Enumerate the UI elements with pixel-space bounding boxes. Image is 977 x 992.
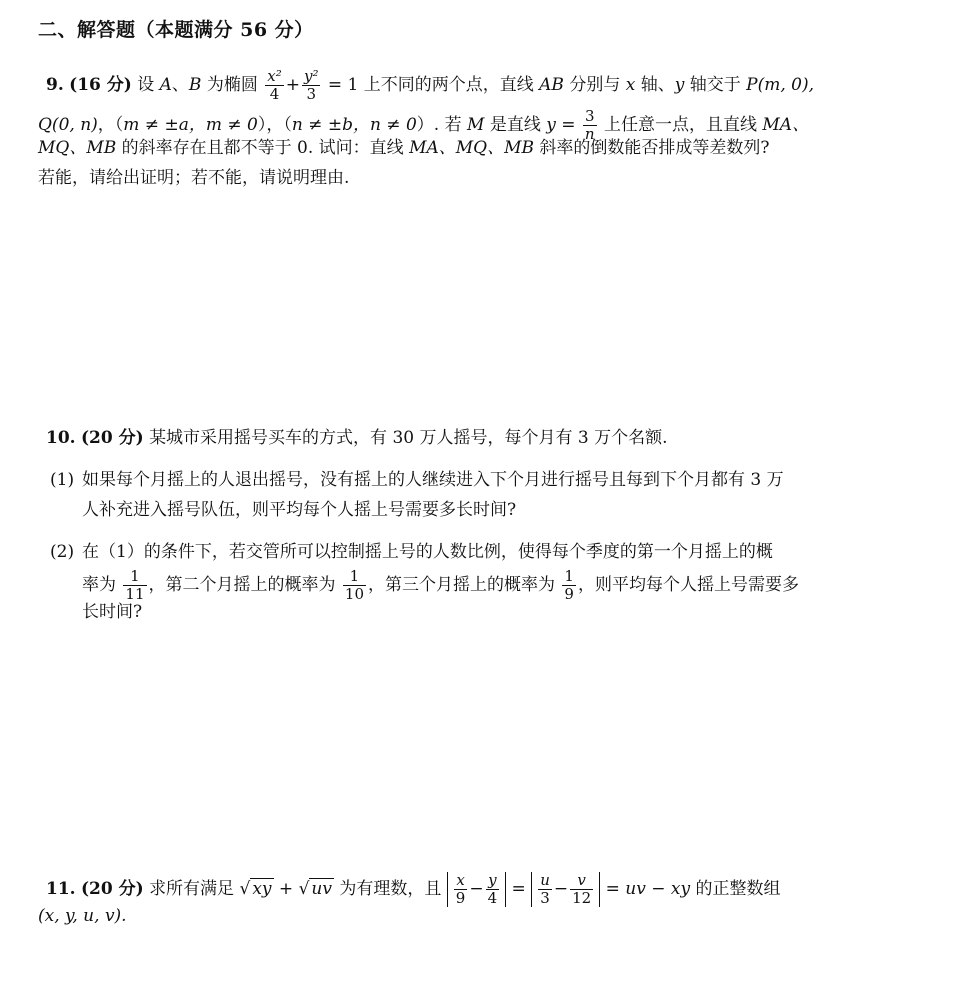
question-11-score: (20 分): [80, 879, 144, 899]
sqrt-xy: √ xy: [239, 879, 272, 899]
condition-m: m ≠ ±a，m ≠ 0: [123, 115, 258, 135]
absolute-value-left: [447, 872, 506, 907]
math-var: x: [625, 75, 636, 95]
math-var: MA、MQ、MB: [409, 138, 535, 158]
question-9-number: 9.: [46, 75, 64, 95]
question-9-line-3: [38, 136, 770, 160]
text: ，第三个月摇上的概率为: [368, 575, 555, 595]
ellipse-fraction-y: [302, 68, 321, 103]
text: 轴、: [635, 75, 675, 95]
plus-sign: +: [273, 879, 299, 899]
expression: = uv − xy: [600, 879, 691, 899]
text: ，第二个月摇上的概率为: [148, 575, 336, 595]
fraction-denominator: 4: [487, 889, 498, 907]
question-10-number: 10.: [46, 428, 76, 448]
fraction-denominator: n: [584, 125, 595, 143]
question-11-line-2: (x, y, u, v).: [38, 906, 127, 926]
text: 某城市采用摇号买车的方式，有 30 万人摇号，每个月有 3 万个名额.: [149, 428, 668, 448]
minus-sign: −: [553, 879, 569, 899]
text: 斜率的倒数能否排成等差数列?: [534, 138, 770, 158]
fraction-numerator: x²: [267, 67, 282, 85]
question-10-part-1-line-1: 如果每个月摇上的人退出摇号，没有摇上的人继续进入下个月进行摇号且每到下个月都有 3 万: [82, 470, 784, 490]
math-var: y: [674, 75, 685, 95]
probability-fraction-2: [343, 568, 366, 603]
fraction-denominator: 12: [572, 889, 592, 907]
math-var: B: [188, 75, 202, 95]
plus-sign: +: [285, 75, 300, 95]
fraction-denominator: 3: [302, 85, 321, 103]
probability-fraction-1: [123, 568, 146, 603]
question-10-part-2-line-3: 长时间?: [82, 602, 143, 622]
text: 为椭圆: [201, 75, 264, 95]
probability-fraction-3: [562, 568, 576, 603]
text: ，（: [97, 115, 124, 135]
question-9-line-4: 若能，请给出证明；若不能，请说明理由.: [38, 168, 350, 188]
question-10-part-2-line-1: 在（1）的条件下，若交管所可以控制摇上号的人数比例，使得每个季度的第一个月摇上的概: [82, 542, 773, 562]
point-q: Q(0, n): [38, 115, 98, 135]
section-title: 二、解答题（本题满分 56 分）: [38, 19, 314, 41]
question-9-score: (16 分): [69, 75, 132, 95]
text: 设: [137, 75, 160, 95]
fraction-v-12: [570, 872, 593, 907]
fraction-numerator: y: [488, 871, 497, 889]
text: 的斜率存在且都不等于 0. 试问：直线: [116, 138, 410, 158]
question-10-part-2-label: (2): [50, 542, 75, 562]
text: 为有理数，且: [333, 879, 447, 899]
text: 上任意一点，且直线: [598, 115, 763, 135]
math-var: A: [159, 75, 172, 95]
fraction-denominator: 10: [344, 585, 364, 603]
math-var: MQ、MB: [38, 138, 117, 158]
point-p: P(m, 0),: [746, 75, 815, 95]
math-var: M: [467, 115, 485, 135]
question-10-score: (20 分): [80, 428, 144, 448]
question-10-part-1-line-2: 人补充进入摇号队伍，则平均每个人摇上号需要多长时间?: [82, 500, 517, 520]
text: 率为: [82, 575, 116, 595]
radicand: xy: [252, 879, 272, 899]
question-11-line-1: [46, 872, 780, 907]
absolute-value-right: [531, 872, 600, 907]
fraction-numerator: 3: [584, 107, 595, 125]
text: ，则平均每个人摇上号需要多: [577, 575, 799, 595]
fraction-numerator: v: [577, 871, 586, 889]
text: 分别与: [563, 75, 626, 95]
fraction-denominator: 9: [455, 889, 466, 907]
text: 是直线: [484, 115, 547, 135]
text: 的正整数组: [690, 879, 781, 899]
question-10-part-2-line-2: [82, 568, 799, 603]
fraction-denominator: 11: [125, 585, 145, 603]
condition-n: n ≠ ±b，n ≠ 0: [291, 115, 417, 135]
math-var: AB: [539, 75, 564, 95]
fraction-numerator: 1: [349, 567, 360, 585]
fraction-denominator: 3: [538, 889, 552, 907]
fraction-numerator: 1: [564, 567, 574, 585]
fraction-denominator: 9: [564, 585, 574, 603]
fraction-y-4: [486, 872, 500, 907]
fraction-numerator: y²: [303, 67, 319, 85]
question-10-part-1-label: (1): [50, 470, 75, 490]
fraction-numerator: u: [540, 871, 550, 889]
radicand: uv: [311, 879, 332, 899]
equals-sign: =: [506, 879, 532, 899]
fraction-u-3: [538, 872, 552, 907]
fraction-x-9: [454, 872, 468, 907]
text: 求所有满足: [149, 879, 240, 899]
fraction-numerator: x: [456, 871, 465, 889]
sqrt-uv: √ uv: [298, 879, 332, 899]
text: = 1 上不同的两个点，直线: [322, 75, 540, 95]
minus-sign: −: [469, 879, 484, 899]
text: 轴交于: [684, 75, 747, 95]
text: ）. 若: [416, 115, 467, 135]
question-11-number: 11.: [46, 879, 76, 899]
question-9-line-1: [46, 68, 814, 103]
text: 、: [171, 75, 189, 95]
math-var: MA、: [762, 115, 810, 135]
line-equation: y =: [546, 115, 576, 135]
ellipse-fraction-x: [265, 68, 283, 103]
question-10-intro: [46, 426, 668, 450]
text: ），（: [257, 115, 292, 135]
fraction-denominator: 4: [265, 85, 283, 103]
fraction-numerator: 1: [130, 567, 140, 585]
